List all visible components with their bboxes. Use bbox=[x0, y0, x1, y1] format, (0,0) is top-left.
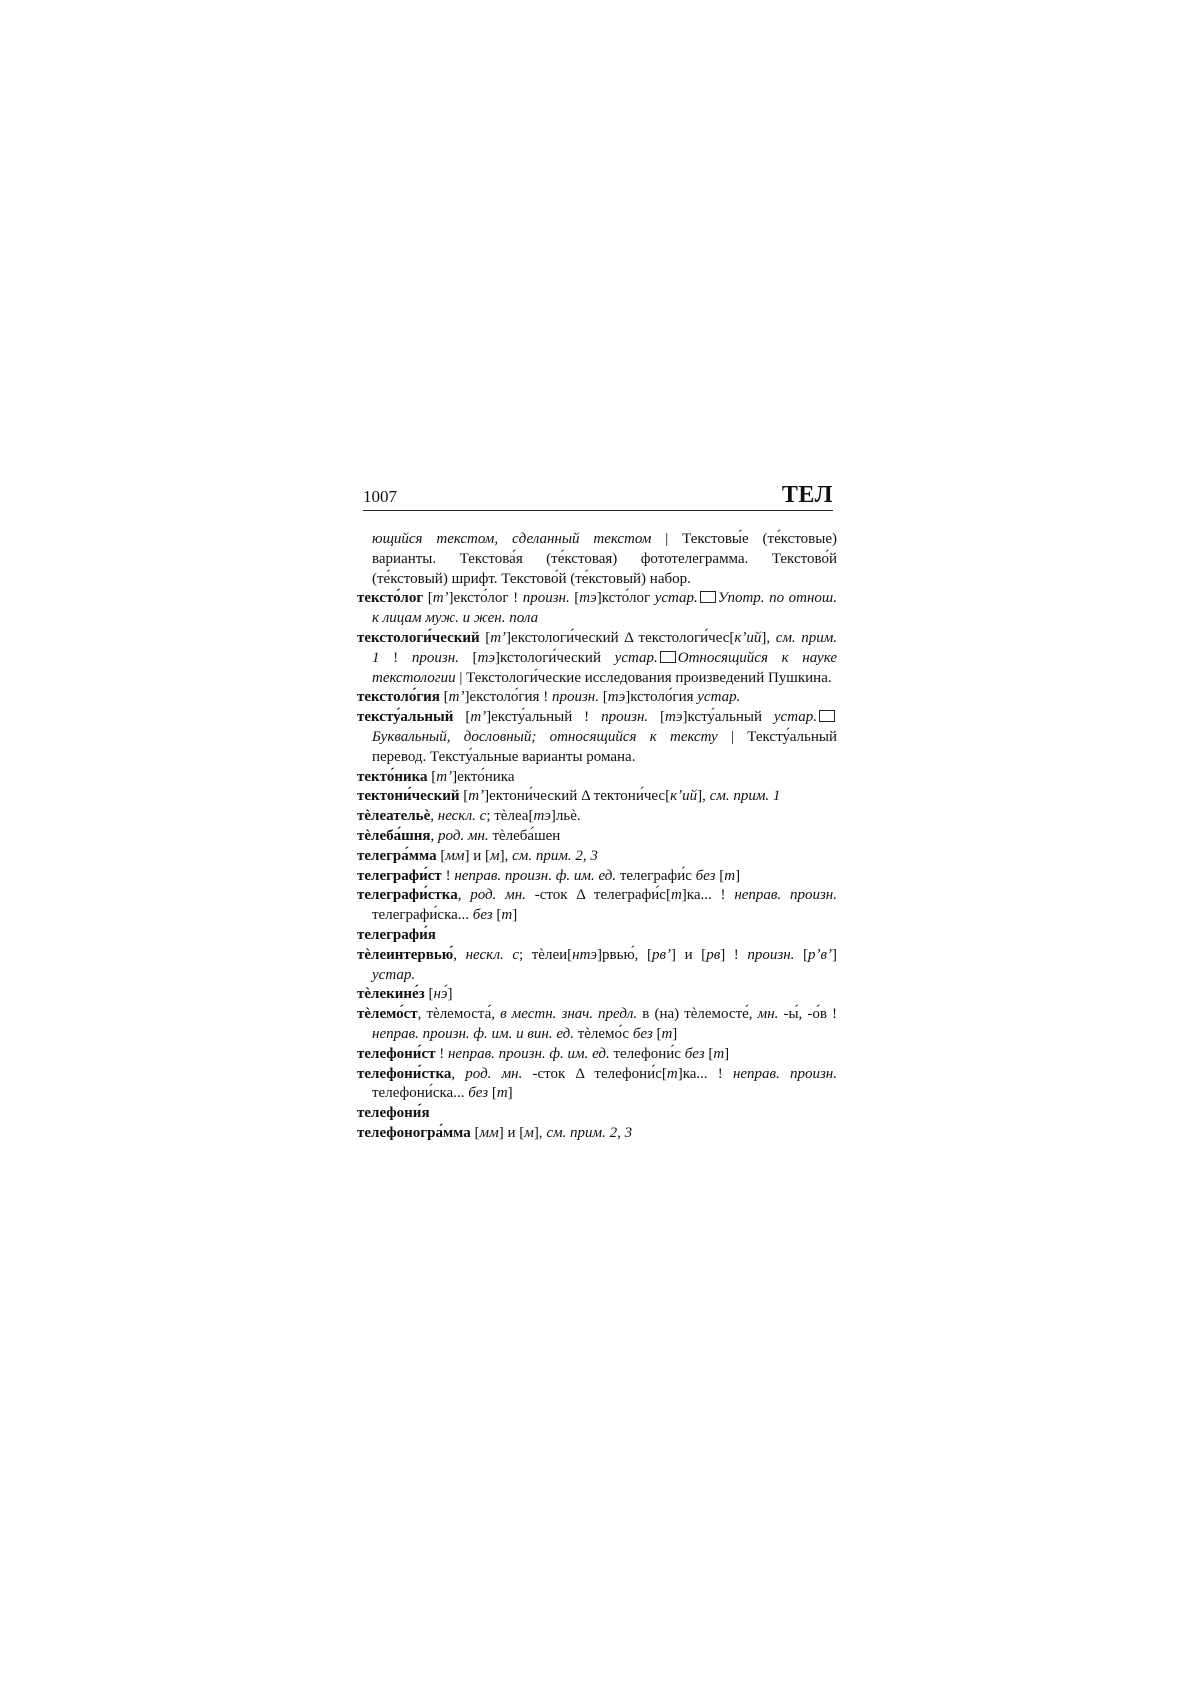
entry-text: ! bbox=[441, 867, 455, 884]
entry-text: ; тѐлеа[ bbox=[486, 808, 534, 825]
entry-text: ]льѐ. bbox=[550, 808, 581, 825]
entry-text: ], bbox=[499, 847, 513, 864]
entry-text: [ bbox=[424, 986, 434, 1003]
dictionary-entry bbox=[357, 589, 837, 629]
italic-note: т bbox=[496, 1085, 508, 1102]
entry-text: ] bbox=[724, 1045, 730, 1062]
italic-note: неправ. произн. bbox=[732, 1065, 837, 1082]
usage-note-box-icon bbox=[819, 710, 835, 722]
italic-note: м bbox=[490, 847, 500, 864]
italic-note: м bbox=[524, 1124, 534, 1141]
dictionary-entry bbox=[357, 787, 837, 807]
headword: телеграфи́ст bbox=[357, 867, 442, 884]
italic-note: см. прим. 1 bbox=[709, 788, 781, 805]
entry-text: [ bbox=[794, 946, 808, 963]
headword: тектони́ческий bbox=[357, 788, 460, 805]
italic-note: тэ bbox=[607, 689, 626, 706]
dictionary-entry bbox=[357, 768, 837, 788]
entry-text: ]екстоло́гия ! bbox=[464, 689, 552, 706]
italic-note: нтэ bbox=[572, 946, 598, 963]
italic-note: т bbox=[661, 1025, 673, 1042]
italic-note: произн. bbox=[601, 709, 649, 726]
dictionary-entry bbox=[357, 807, 837, 827]
entry-text: ]рвью́, [ bbox=[597, 946, 652, 963]
guide-word: ТЕЛ bbox=[781, 482, 833, 508]
entry-text: [ bbox=[458, 649, 478, 666]
entry-text: [ bbox=[648, 709, 666, 726]
entry-text: ] bbox=[507, 1085, 513, 1102]
entry-text: ]ксто́лог bbox=[596, 590, 655, 607]
italic-note: тэ bbox=[665, 709, 683, 726]
entry-text: ]ектони́ческий Δ тектони́чес[ bbox=[484, 788, 671, 805]
italic-note: устар. bbox=[654, 590, 698, 607]
entry-text: [ bbox=[715, 867, 725, 884]
headword: тѐлеательѐ bbox=[357, 808, 431, 825]
entry-text: -сток Δ телефони́с[ bbox=[522, 1065, 667, 1082]
entry-text: [ bbox=[479, 629, 491, 646]
dictionary-entry bbox=[357, 827, 837, 847]
headword: тексту́альный bbox=[357, 709, 454, 726]
dictionary-entry bbox=[357, 708, 837, 767]
headword: телефоногра́мма bbox=[357, 1124, 471, 1141]
italic-note: тэ bbox=[579, 590, 597, 607]
usage-note-box-icon bbox=[660, 651, 676, 663]
entry-text: -сток Δ телеграфи́с[ bbox=[525, 887, 671, 904]
dictionary-entry bbox=[357, 1104, 837, 1124]
italic-note: тʼ bbox=[468, 788, 485, 805]
italic-note: без bbox=[632, 1025, 653, 1042]
italic-note: неправ. произн. ф. им. и вин. ед. bbox=[372, 1025, 574, 1042]
dictionary-entry bbox=[357, 985, 837, 1005]
entry-text: ] bbox=[832, 946, 837, 963]
usage-note-box-icon bbox=[700, 591, 716, 603]
italic-note: нэ́ bbox=[433, 986, 448, 1003]
entry-text: ]кстологи́ческий bbox=[495, 649, 615, 666]
entry-text: телефони́с bbox=[609, 1045, 685, 1062]
italic-note: тʼ bbox=[490, 629, 507, 646]
italic-note: без bbox=[468, 1085, 489, 1102]
dictionary-entry bbox=[357, 926, 837, 946]
entry-text: ]кстоло́гия bbox=[625, 689, 698, 706]
italic-note: род. мн. bbox=[465, 1065, 523, 1082]
entry-text: , тѐлемоста́, bbox=[417, 1006, 501, 1023]
entry-text: [ bbox=[423, 590, 433, 607]
headword: текстологи́ческий bbox=[357, 629, 480, 646]
headword: текстоло́гия bbox=[357, 689, 440, 706]
entry-text: ] и [ bbox=[498, 1124, 525, 1141]
entry-text: [ bbox=[470, 1124, 480, 1141]
entry-text: телеграфи́ска... bbox=[372, 907, 473, 924]
entry-text: [ bbox=[704, 1045, 714, 1062]
entry-text: [ bbox=[459, 788, 469, 805]
italic-note: произн. bbox=[522, 590, 570, 607]
italic-note: произн. bbox=[747, 946, 795, 963]
headword: телеграфи́я bbox=[357, 926, 436, 943]
entry-text: [ bbox=[569, 590, 580, 607]
italic-note: т bbox=[666, 1065, 678, 1082]
entry-text: телефони́ска... bbox=[372, 1085, 469, 1102]
italic-note: мм bbox=[479, 1124, 499, 1141]
italic-note: Относящийся к науке текстологии bbox=[372, 649, 837, 686]
entry-text: тѐлемо́с bbox=[573, 1025, 633, 1042]
headword: тѐлеба́шня bbox=[357, 827, 431, 844]
entry-text: ], bbox=[761, 629, 776, 646]
dictionary-entry bbox=[357, 629, 837, 688]
entry-text: ] bbox=[735, 867, 741, 884]
entry-text: -ы́, -о́в ! bbox=[778, 1006, 838, 1023]
entry-text: ] ! bbox=[720, 946, 748, 963]
entry-text: ], bbox=[533, 1124, 547, 1141]
entry-text: [ bbox=[439, 689, 449, 706]
entry-text: | Текстовы́е (те́кстовые) варианты. Текстова́я (те́кстовая) фототелеграмма. Текстово́й (те́кстовый) шрифт. Текстово́й (те́кстовый) набор. bbox=[372, 531, 837, 587]
italic-note: без bbox=[684, 1045, 705, 1062]
entry-text: ! bbox=[435, 1045, 448, 1062]
italic-note: рв bbox=[706, 946, 721, 963]
italic-note: род. мн. bbox=[438, 827, 489, 844]
italic-note: кʼий bbox=[734, 629, 762, 646]
italic-note: тʼ bbox=[436, 768, 453, 785]
italic-note: кʼий bbox=[670, 788, 698, 805]
entry-text: тѐлеба́шен bbox=[488, 827, 561, 844]
italic-note: тэ bbox=[477, 649, 496, 666]
italic-note: см. прим. 2, 3 bbox=[512, 847, 598, 864]
entry-text: ] и [ bbox=[464, 847, 491, 864]
page-header bbox=[363, 480, 833, 511]
headword: телеграфи́стка bbox=[357, 887, 458, 904]
italic-note: в местн. знач. предл. bbox=[500, 1006, 638, 1023]
entry-text: [ bbox=[652, 1025, 662, 1042]
entry-text: , bbox=[430, 827, 439, 844]
italic-note: мм bbox=[445, 847, 465, 864]
entry-text: в (на) тѐлемосте́, bbox=[637, 1006, 758, 1023]
page-number: 1007 bbox=[363, 487, 397, 506]
entry-text: ] bbox=[447, 986, 453, 1003]
italic-note: тʼ bbox=[432, 590, 449, 607]
entry-text: ]екстологи́ческий Δ текстологи́чес[ bbox=[506, 629, 735, 646]
dictionary-entry bbox=[357, 867, 837, 887]
dictionary-entry bbox=[357, 946, 837, 986]
headword: телегра́мма bbox=[357, 847, 437, 864]
entry-text: , bbox=[430, 808, 438, 825]
headword: тексто́лог bbox=[357, 590, 424, 607]
italic-note: тʼ bbox=[470, 709, 487, 726]
italic-note: Буквальный, дословный; относящийся к тексту bbox=[372, 728, 718, 745]
entry-text: ; тѐлеи[ bbox=[519, 946, 573, 963]
entry-text: [ bbox=[453, 709, 471, 726]
entry-text: ], bbox=[697, 788, 710, 805]
italic-note: без bbox=[695, 867, 716, 884]
entry-text: [ bbox=[427, 768, 437, 785]
italic-note: произн. bbox=[411, 649, 459, 666]
entry-text: [ bbox=[492, 907, 502, 924]
entry-text: ]ексту́альный ! bbox=[486, 709, 602, 726]
dictionary-entry bbox=[357, 886, 837, 926]
italic-note: т bbox=[724, 867, 736, 884]
italic-note: нескл. с bbox=[465, 946, 519, 963]
entry-text: ]ка... ! bbox=[677, 1065, 733, 1082]
entry-text: ] и [ bbox=[671, 946, 707, 963]
entry-text: [ bbox=[488, 1085, 497, 1102]
italic-note: см. прим. 2, 3 bbox=[546, 1124, 633, 1141]
italic-note: род. мн. bbox=[470, 887, 526, 904]
italic-note: Употр. по отнош. к лицам муж. и жен. пола bbox=[372, 590, 838, 627]
entry-text: ]ка... ! bbox=[681, 887, 735, 904]
italic-note: неправ. произн. ф. им. ед. bbox=[447, 1045, 610, 1062]
dictionary-entry bbox=[357, 847, 837, 867]
italic-note: т bbox=[713, 1045, 725, 1062]
entry-text: , bbox=[453, 946, 466, 963]
headword: тѐлемо́ст bbox=[357, 1006, 418, 1023]
entry-text: , bbox=[457, 887, 471, 904]
italic-note: неправ. произн. ф. им. ед. bbox=[454, 867, 617, 884]
italic-note: устар. bbox=[372, 966, 416, 983]
entry-text: | Текстологи́ческие исследования произведений Пушкина. bbox=[455, 669, 832, 686]
dictionary-entry bbox=[357, 1045, 837, 1065]
italic-note: произн. bbox=[551, 689, 599, 706]
entry-continuation bbox=[357, 530, 837, 589]
italic-note: тʼ bbox=[448, 689, 465, 706]
italic-note: см. прим. 1 bbox=[372, 629, 838, 666]
dictionary-entry bbox=[357, 1124, 837, 1144]
italic-note: устар. bbox=[697, 689, 741, 706]
entry-text: [ bbox=[436, 847, 446, 864]
headword: тѐлекине́з bbox=[357, 986, 425, 1003]
italic-note: рвʼ bbox=[651, 946, 671, 963]
entry-text: [ bbox=[599, 689, 608, 706]
headword: телефони́стка bbox=[357, 1065, 452, 1082]
italic-note: без bbox=[472, 907, 493, 924]
dictionary-entry bbox=[357, 688, 837, 708]
italic-note: устар. bbox=[773, 709, 817, 726]
headword: текто́ника bbox=[357, 768, 428, 785]
italic-note: неправ. произн. bbox=[734, 887, 837, 904]
italic-note: рʼвʼ bbox=[807, 946, 832, 963]
entry-text: ! bbox=[379, 649, 412, 666]
headword: телефони́я bbox=[357, 1105, 430, 1122]
entry-text: , bbox=[451, 1065, 466, 1082]
italic-note: мн. bbox=[757, 1006, 779, 1023]
italic-note: устар. bbox=[614, 649, 658, 666]
entry-text: ]екто́ника bbox=[452, 768, 515, 785]
italic-note: тэ bbox=[533, 808, 551, 825]
entry-text: ] bbox=[672, 1025, 678, 1042]
entry-text: телеграфи́с bbox=[616, 867, 696, 884]
italic-note: нескл. с bbox=[437, 808, 487, 825]
headword: телефони́ст bbox=[357, 1045, 436, 1062]
entry-list bbox=[357, 530, 837, 1144]
italic-note: ющийся текстом, сделанный текстом bbox=[372, 531, 652, 547]
italic-note: т bbox=[501, 907, 513, 924]
dictionary-entry bbox=[357, 1065, 837, 1105]
entry-text: ] bbox=[512, 907, 518, 924]
entry-text: | Тексту́альный перевод. Тексту́альные варианты романа. bbox=[372, 728, 837, 765]
headword: тѐлеинтервью́ bbox=[357, 946, 454, 963]
entry-text: ]ксту́альный bbox=[682, 709, 774, 726]
italic-note: т bbox=[670, 887, 682, 904]
entry-text: ]ексто́лог ! bbox=[448, 590, 523, 607]
dictionary-entry bbox=[357, 1005, 837, 1045]
